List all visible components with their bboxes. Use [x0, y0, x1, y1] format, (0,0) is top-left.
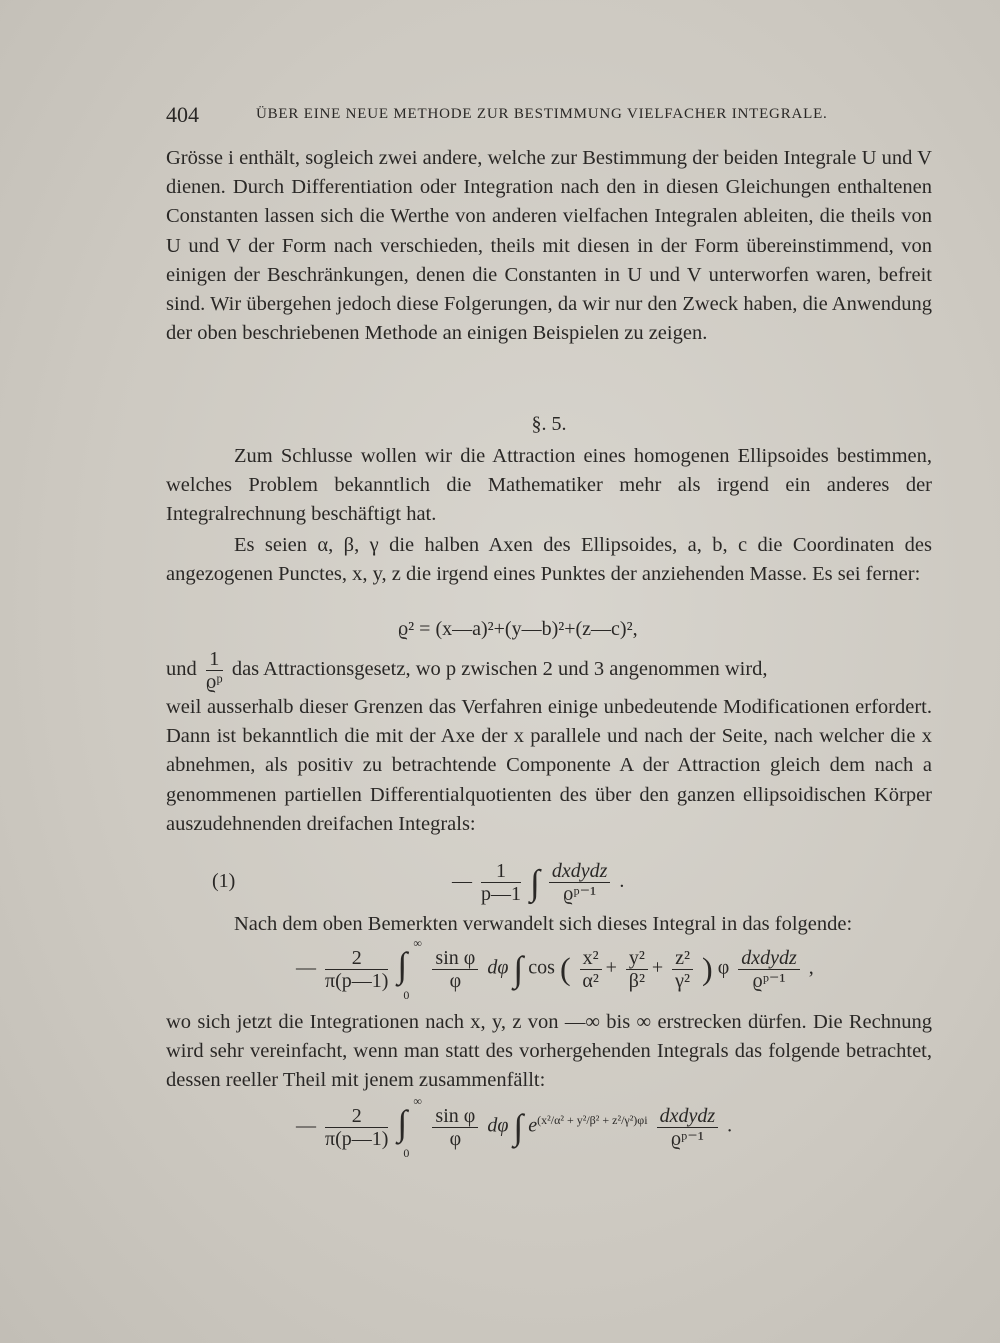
coefficient-denominator: π(p—1)	[325, 969, 389, 992]
paragraph-4	[166, 648, 932, 839]
integral-sign: ∫	[397, 945, 408, 985]
paragraph-5	[166, 910, 932, 939]
equation-2: — $\frac{2}{\pi(p—1)}$ ∫ ∞ 0 $\frac{\text{sin φ}}{\varphi}$ dφ ∫ cos ( $\frac{\text{x²}}{\text{α²}}$ + $\frac{\text{y²}}{\text{β²}}$ + $\frac{\text{z²}}{\text{γ²}}$ ) φ $\frac{\text{dxdydz}}{\text{ϱᵖ⁻¹}}$ ,	[296, 936, 814, 1002]
phi-factor: φ	[717, 956, 730, 979]
upper-limit: ∞	[413, 936, 422, 950]
integrand-fraction	[549, 860, 611, 905]
paragraph-4-first-line	[166, 648, 932, 693]
sinc-numerator: sin φ	[432, 1105, 478, 1128]
coefficient-numerator: 2	[325, 947, 388, 970]
integrand-numerator: dxdydz	[549, 860, 611, 883]
integral-sign: ∫	[397, 1103, 408, 1143]
exponent: (x²/α² + y²/β² + z²/γ²)φi	[537, 1112, 648, 1127]
sinc-denominator: φ	[449, 969, 462, 992]
paragraph-6-text: wo sich jetzt die Integrationen nach x, y, z von —∞ bis ∞ erstrecken dürfen. Die Rechnung wird sehr vereinfacht, wenn man statt des vorhergehenden Integrals das folgende betrachtet, dessen reeller Theil mit jenem zusammenfällt:	[166, 1011, 932, 1092]
exponential-base: e	[528, 1114, 538, 1137]
coefficient-denominator: p—1	[481, 883, 521, 905]
equation-end: .	[727, 1114, 733, 1137]
running-title: ÜBER EINE NEUE METHODE ZUR BESTIMMUNG VIELFACHER INTEGRALE.	[256, 106, 828, 122]
alpha-squared: α²	[582, 969, 599, 992]
x-term	[580, 947, 602, 992]
equation-rho: ϱ² = (x—a)²+(y—b)²+(z—c)²,	[398, 618, 638, 640]
z-term	[672, 947, 693, 992]
equation-end: .	[619, 870, 625, 893]
differential-phi: dφ	[487, 1114, 509, 1137]
volume-fraction	[657, 1105, 719, 1150]
paragraph-4-rest: weil ausserhalb dieser Grenzen das Verfahren einige unbedeutende Modificationen erfordert. Dann ist bekanntlich die mit der Axe der x parallele und nach der Seite, nach welcher die x abnehmen, als positiv zu betrachtende Componente A der Attraction gleich dem nach a genommenen partiellen Differentialquotienten des über den ganzen ellipsoidischen Körper auszudehnenden dreifachen Integrals:	[166, 696, 932, 835]
fraction-denominator: ϱᵖ	[205, 671, 223, 693]
close-paren: )	[702, 950, 713, 987]
upper-limit: ∞	[413, 1094, 422, 1108]
paragraph-2-text: Zum Schlusse wollen wir die Attraction eines homogenen Ellipsoides bestimmen, welches Problem bekanntlich die Mathematiker mehr als irgend ein anderes der Integralrechnung beschäftigt hat.	[166, 445, 932, 526]
x-squared: x²	[580, 947, 602, 970]
minus-sign: —	[452, 870, 472, 893]
paragraph-3-text: Es seien α, β, γ die halben Axen des Ellipsoides, a, b, c die Coordinaten des angezogenen Punctes, x, y, z die irgend eines Punktes der anziehenden Masse. Es sei ferner:	[166, 534, 932, 586]
cos-function: cos	[528, 956, 555, 979]
coefficient-numerator: 1	[481, 860, 521, 883]
coefficient-denominator: π(p—1)	[325, 1127, 389, 1150]
sinc-numerator: sin φ	[432, 947, 478, 970]
coefficient-fraction	[325, 947, 388, 992]
equation-1	[212, 860, 672, 904]
open-paren: (	[559, 950, 571, 987]
paragraph-2	[166, 442, 932, 530]
lower-limit: 0	[403, 1146, 410, 1160]
equation-end: ,	[808, 956, 814, 979]
minus-sign: —	[296, 956, 316, 979]
volume-denominator: ϱᵖ⁻¹	[752, 969, 786, 992]
beta-squared: β²	[628, 969, 645, 992]
sinc-denominator: φ	[449, 1127, 462, 1150]
volume-numerator: dxdydz	[657, 1105, 719, 1128]
y-squared: y²	[626, 947, 648, 970]
paragraph-4-first-text: das Attractionsgesetz, wo p zwischen 2 und 3 angenommen wird,	[231, 658, 768, 681]
coefficient-fraction	[481, 860, 521, 905]
gamma-squared: γ²	[675, 969, 691, 992]
definite-integral	[397, 1094, 423, 1160]
lower-limit: 0	[403, 988, 410, 1002]
integral-sign-2: ∫	[513, 1107, 524, 1147]
volume-numerator: dxdydz	[738, 947, 800, 970]
page-number: 404	[166, 102, 199, 127]
definite-integral	[397, 936, 423, 1002]
running-header	[166, 100, 846, 132]
fraction-numerator: 1	[206, 648, 223, 671]
attraction-law-fraction	[206, 648, 223, 693]
section-heading: §. 5.	[531, 413, 567, 435]
minus-sign: —	[296, 1114, 316, 1137]
y-term	[626, 947, 648, 992]
volume-denominator: ϱᵖ⁻¹	[670, 1127, 704, 1150]
equation-1-label: (1)	[212, 870, 236, 892]
sinc-fraction	[432, 947, 478, 992]
coefficient-fraction	[325, 1105, 388, 1150]
paragraph-6	[166, 1008, 932, 1096]
integral-sign-2: ∫	[513, 949, 524, 989]
equation-1-body	[452, 860, 624, 905]
paragraph-5-text: Nach dem oben Bemerkten verwandelt sich dieses Integral in das folgende:	[234, 913, 853, 935]
volume-fraction	[738, 947, 800, 992]
paragraph-3	[166, 531, 932, 589]
und-word: und	[166, 658, 197, 681]
integrand-denominator: ϱᵖ⁻¹	[563, 883, 597, 905]
integral-sign: ∫	[530, 862, 540, 903]
differential-phi: dφ	[487, 956, 509, 979]
coefficient-numerator: 2	[325, 1105, 388, 1128]
z-squared: z²	[672, 947, 693, 970]
equation-3	[296, 1094, 733, 1162]
paragraph-1-text: Grösse i enthält, sogleich zwei andere, welche zur Bestimmung der beiden Integrale U und V dienen. Durch Differentiation oder Integration nach den in diesen Gleichungen enthaltenen Constanten lassen sich die Werthe von anderen vielfachen Integralen ableiten, die theils von U und V der Form nach verschieden, theils mit diesen in der Form übereinstimmend, von einigen der Beschränkungen, denen die Constanten in U und V unterworfen waren, befreit sind. Wir übergehen jedoch diese Folgerungen, da wir nur den Zweck haben, die Anwendung der oben beschriebenen Methode an einigen Beispielen zu zeigen.	[166, 147, 932, 345]
paragraph-1	[166, 144, 932, 348]
sinc-fraction	[432, 1105, 478, 1150]
